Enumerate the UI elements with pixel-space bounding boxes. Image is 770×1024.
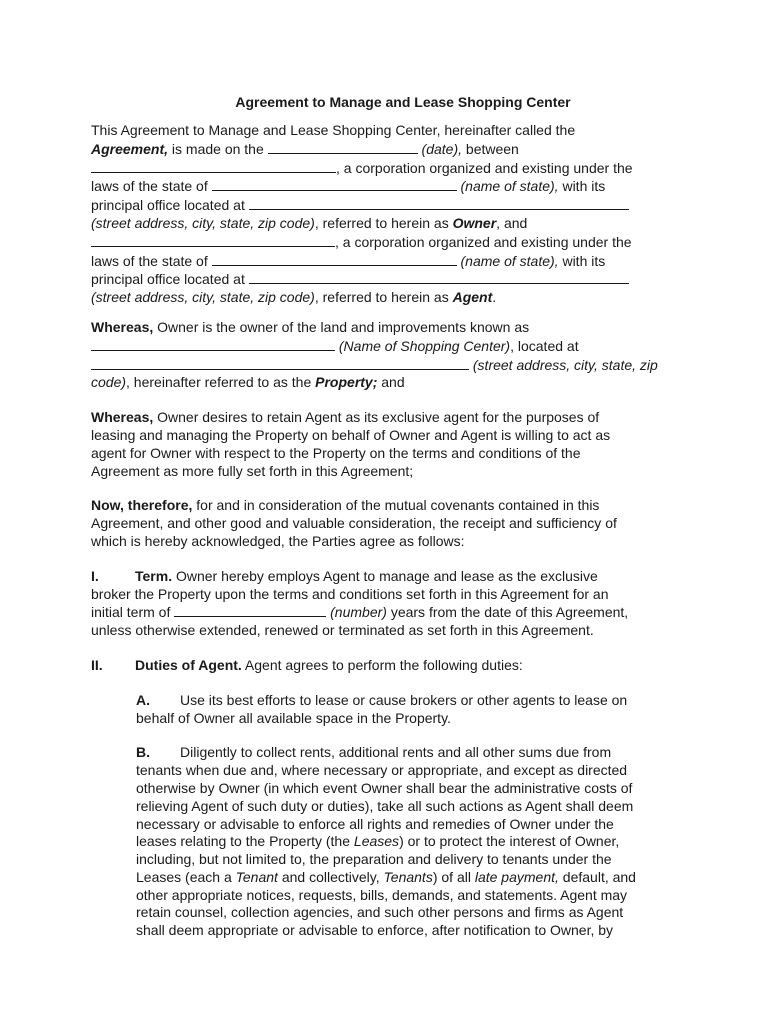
text: Owner is the owner of the land and improvements known as — [153, 318, 530, 335]
term-leases: Leases — [353, 833, 400, 850]
text: retain counsel, collection agencies, and such other persons and firms as Agent — [136, 904, 624, 921]
text: default, and — [558, 868, 636, 885]
subsection-label: A. — [136, 691, 150, 708]
text: Use its best efforts to lease or cause brokers or other agents to lease on — [180, 691, 628, 708]
text: (street address, city, state, zip code) — [91, 289, 315, 306]
text: between — [462, 140, 519, 157]
term-tenants: Tenants — [383, 868, 433, 885]
text: agent for Owner with respect to the Property on the terms and conditions of the — [91, 444, 581, 461]
text: with its — [558, 252, 606, 269]
owner-state-blank[interactable] — [212, 177, 457, 191]
text: and — [377, 374, 405, 391]
text: Diligently to collect rents, additional rents and all other sums due from — [180, 744, 612, 761]
text: (street address, city, state, zip code) — [91, 214, 315, 231]
text: leases relating to the Property (the — [136, 833, 354, 850]
text: ) of all — [432, 868, 475, 885]
section-heading: Duties of Agent. — [135, 656, 242, 673]
text: broker the Property upon the terms and conditions set forth in this Agreement for an — [91, 585, 609, 602]
term-property: Property; — [315, 374, 378, 391]
agent-name-blank[interactable] — [91, 233, 335, 247]
whereas-agent-paragraph — [91, 409, 690, 480]
property-address-blank[interactable] — [91, 356, 469, 370]
whereas-label: Whereas, — [91, 409, 154, 426]
text: Agreement, and other good and valuable consideration, the receipt and sufficiency of — [91, 515, 617, 532]
subsection-label: B. — [136, 744, 150, 761]
text: This Agreement to Manage and Lease Shopping Center, hereinafter called the — [91, 122, 576, 138]
text: Agreement as more fully set forth in this Agreement; — [91, 462, 414, 479]
subsection-a — [136, 692, 690, 728]
agent-state-blank[interactable] — [212, 252, 457, 266]
text: unless otherwise extended, renewed or terminated as set forth in this Agreement. — [91, 622, 594, 639]
section-term — [91, 568, 690, 640]
text: code) — [91, 374, 127, 391]
text: , referred to herein as — [314, 289, 453, 306]
text: years from the date of this Agreement, — [386, 604, 629, 621]
text: (Name of Shopping Center) — [335, 337, 511, 354]
date-blank[interactable] — [268, 140, 418, 154]
term-late-payment: late payment, — [474, 868, 559, 885]
term-agreement: Agreement, — [91, 140, 169, 157]
whereas-label: Whereas, — [91, 318, 154, 335]
text: , located at — [510, 337, 579, 354]
whereas-property-paragraph — [91, 319, 690, 392]
agent-address-blank[interactable] — [249, 270, 629, 284]
text: behalf of Owner all available space in the Property. — [136, 709, 451, 726]
text: Owner hereby employs Agent to manage and lease as the exclusive — [172, 567, 598, 584]
text: necessary or advisable to enforce all rights and remedies of Owner under the — [136, 815, 614, 832]
text: which is hereby acknowledged, the Parties agree as follows: — [91, 532, 465, 549]
text: , and — [496, 214, 528, 231]
owner-address-blank[interactable] — [249, 196, 629, 210]
shopping-center-name-blank[interactable] — [91, 337, 335, 351]
document-title: Agreement to Manage and Lease Shopping Center — [235, 94, 571, 110]
text: (date), — [417, 140, 463, 157]
text: (street address, city, state, zip — [469, 356, 658, 373]
text: leasing and managing the Property on behalf of Owner and Agent is willing to act as — [91, 426, 611, 443]
text: relieving Agent of such duty or duties), take all such actions as Agent shall deem — [136, 797, 634, 814]
text: otherwise by Owner (in which event Owner shall bear the administrative costs of — [136, 779, 633, 796]
text: shall deem appropriate or advisable to enforce, after notification to Owner, by — [136, 922, 614, 939]
text: and collectively, — [277, 868, 384, 885]
text: with its — [558, 178, 606, 195]
text: including, but not limited to, the preparation and delivery to tenants under the — [136, 851, 612, 868]
parties-paragraph — [91, 122, 690, 307]
text: (name of state), — [456, 252, 559, 269]
text: Leases (each a — [136, 868, 236, 885]
section-heading: Term. — [135, 567, 173, 584]
now-therefore-paragraph — [91, 497, 690, 550]
text: ) or to protect the interest of Owner, — [399, 833, 620, 850]
text: Agent agrees to perform the following duties: — [241, 656, 523, 673]
text: principal office located at — [91, 197, 249, 214]
term-tenant: Tenant — [235, 868, 278, 885]
text: , a corporation organized and existing under the — [336, 159, 633, 176]
text: initial term of — [91, 604, 175, 621]
section-number: II. — [91, 656, 103, 673]
subsection-b — [136, 744, 690, 940]
text: , a corporation organized and existing under the — [335, 233, 632, 250]
text: , referred to herein as — [314, 214, 453, 231]
text: tenants when due and, where necessary or appropriate, and except as directed — [136, 762, 628, 779]
text: for and in consideration of the mutual covenants contained in this — [192, 497, 600, 514]
section-number: I. — [91, 567, 99, 584]
term-owner: Owner — [452, 214, 497, 231]
text: Owner desires to retain Agent as its exclusive agent for the purposes of — [153, 409, 600, 426]
term-number-blank[interactable] — [174, 603, 326, 617]
text: principal office located at — [91, 271, 249, 288]
now-therefore-label: Now, therefore, — [91, 497, 193, 514]
text: (number) — [326, 604, 387, 621]
text: is made on the — [168, 140, 268, 157]
text: . — [492, 289, 497, 306]
owner-name-blank[interactable] — [91, 159, 336, 173]
section-duties — [91, 657, 690, 675]
text: (name of state), — [456, 178, 559, 195]
text: , hereinafter referred to as the — [126, 374, 316, 391]
term-agent: Agent — [452, 289, 493, 306]
text: laws of the state of — [91, 252, 212, 269]
text: other appropriate notices, requests, bills, demands, and statements. Agent may — [136, 886, 628, 903]
text: laws of the state of — [91, 178, 212, 195]
